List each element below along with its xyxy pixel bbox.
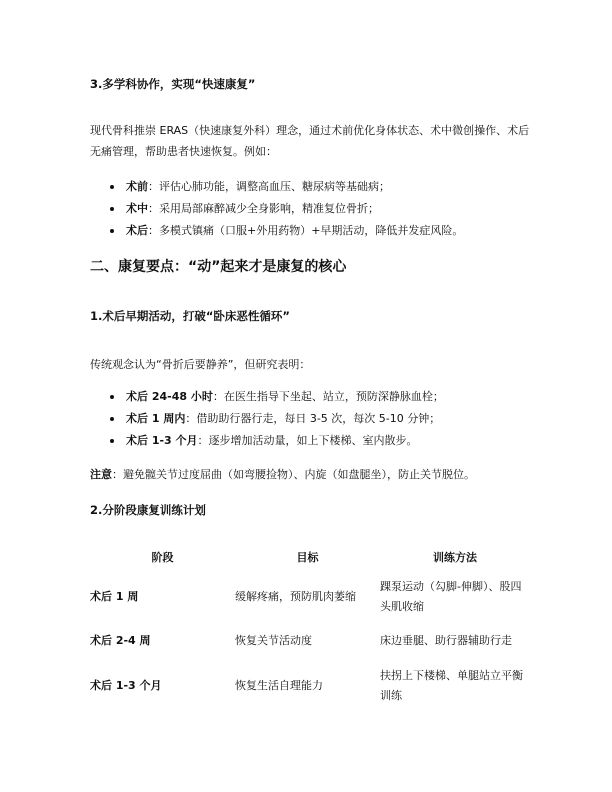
bullet-text: ：采用局部麻醉减少全身影响，精准复位骨折；: [148, 202, 379, 215]
column-header-goal: 目标: [296, 551, 319, 564]
bullet-label: 术后 24-48 小时: [126, 390, 213, 403]
cell-goal: 缓解疼痛，预防肌肉萎缩: [235, 590, 356, 603]
subsection-heading-early-activity: 1.术后早期活动，打破“卧床恶性循环”: [90, 309, 290, 323]
section-heading-rehab-points: 二、康复要点：“动”起来才是康复的核心: [90, 259, 347, 275]
eras-paragraph: 现代骨科推崇 ERAS（快速康复外科）理念，通过术前优化身体状态、术中微创操作、术后无痛管理，帮助患者快速恢复。例如：: [90, 124, 530, 158]
table-row: [90, 624, 530, 658]
bullet-text: ：评估心肺功能，调整高血压、糖尿病等基础病；: [148, 180, 390, 193]
cell-goal: 恢复生活自理能力: [235, 679, 323, 692]
training-plan-table: [90, 544, 530, 714]
bullet-label: 术前: [126, 180, 148, 193]
note-label: 注意: [90, 468, 112, 481]
activity-bullet-list: [90, 386, 530, 452]
column-header-stage: 阶段: [151, 551, 174, 564]
cell-stage: 术后 1 周: [90, 590, 139, 603]
table-row: [90, 570, 530, 624]
table-row: [90, 658, 530, 714]
bullet-label: 术中: [126, 202, 148, 215]
list-item: [90, 430, 530, 452]
eras-bullet-list: [90, 176, 530, 242]
cell-method: 床边垂腿、助行器辅助行走: [380, 634, 512, 647]
section-heading-multidisciplinary: 3.多学科协作，实现“快速康复”: [90, 77, 256, 91]
bullet-text: ：逐步增加活动量，如上下楼梯、室内散步。: [197, 434, 418, 447]
bullet-text: ：借助助行器行走，每日 3-5 次，每次 5-10 分钟；: [185, 412, 441, 425]
caution-note: [90, 466, 475, 482]
subsection-heading-training-plan: 2.分阶段康复训练计划: [90, 503, 206, 517]
list-item: [90, 408, 530, 430]
cell-method: 扶拐上下楼梯、单腿站立平衡训练: [380, 669, 523, 702]
traditional-view-paragraph: 传统观念认为“骨折后要静养”，但研究表明：: [90, 358, 311, 371]
table-header-row: [90, 544, 530, 570]
column-header-method: 训练方法: [433, 551, 477, 564]
note-text: ：避免髋关节过度屈曲（如弯腰捡物）、内旋（如盘腿坐），防止关节脱位。: [112, 468, 475, 481]
bullet-text: ：在医生指导下坐起、站立，预防深静脉血栓；: [212, 390, 444, 403]
bullet-label: 术后 1-3 个月: [126, 434, 198, 447]
bullet-text: ：多模式镇痛（口服+外用药物）+早期活动，降低并发症风险。: [148, 224, 464, 237]
list-item: [90, 176, 530, 198]
list-item: [90, 386, 530, 408]
bullet-label: 术后 1 周内: [126, 412, 186, 425]
cell-stage: 术后 1-3 个月: [90, 679, 162, 692]
cell-method: 踝泵运动（勾脚-伸脚）、股四头肌收缩: [380, 580, 522, 613]
cell-stage: 术后 2-4 周: [90, 634, 151, 647]
list-item: [90, 198, 530, 220]
bullet-label: 术后: [126, 224, 148, 237]
cell-goal: 恢复关节活动度: [235, 634, 312, 647]
list-item: [90, 220, 530, 242]
